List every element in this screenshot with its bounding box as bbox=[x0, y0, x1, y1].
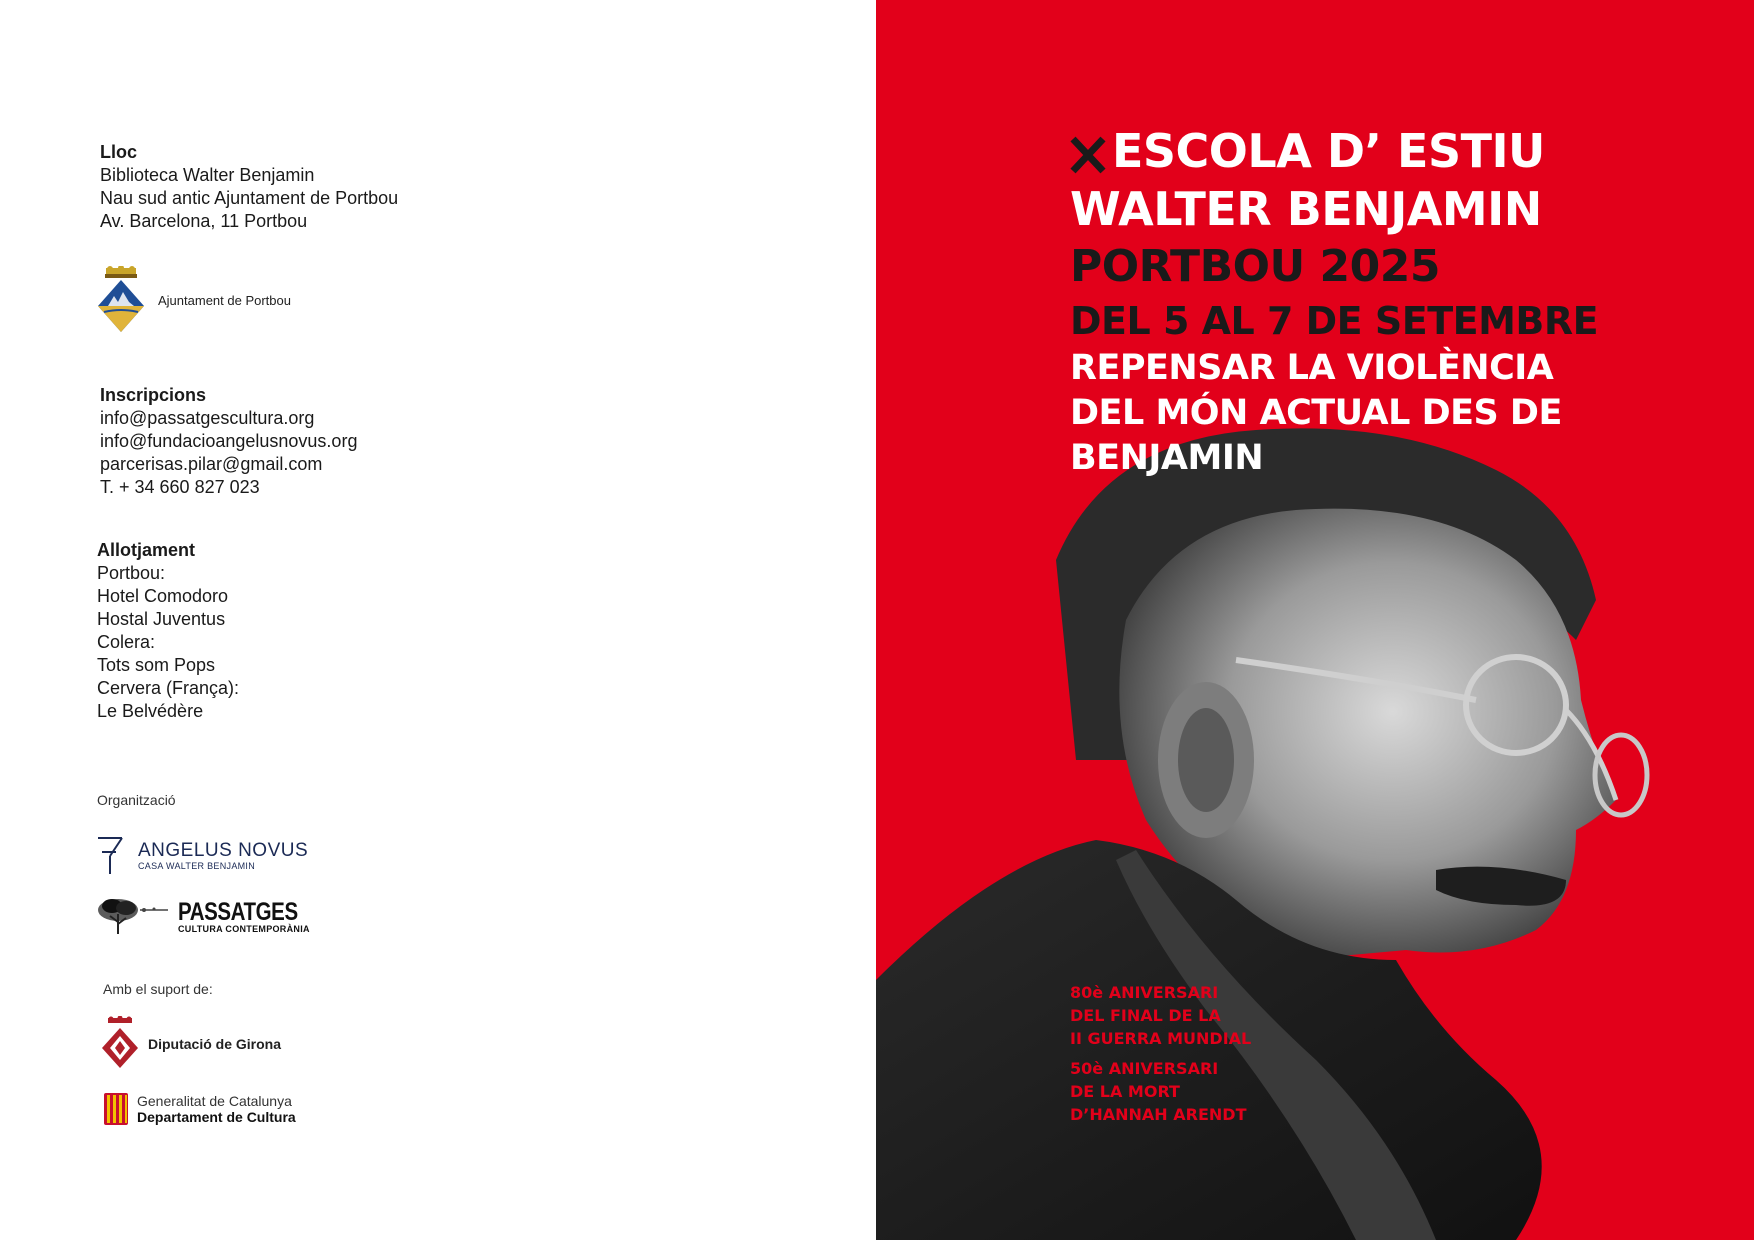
angelus-subtitle: CASA WALTER BENJAMIN bbox=[138, 861, 256, 871]
inscripcions-section bbox=[100, 384, 357, 499]
anniversary-line: DEL FINAL DE LA bbox=[1070, 1006, 1221, 1025]
anniversary-line: 80è ANIVERSARI bbox=[1070, 983, 1219, 1002]
lloc-heading: Lloc bbox=[100, 142, 138, 162]
lloc-line: Nau sud antic Ajuntament de Portbou bbox=[100, 188, 399, 208]
diputacio-logo bbox=[100, 1016, 281, 1072]
passatges-subtitle: CULTURA CONTEMPORÀNIA bbox=[178, 924, 310, 934]
subtitle-line-2: DEL MÓN ACTUAL DES DE bbox=[1070, 393, 1562, 433]
title-text-1: ESCOLA D’ ESTIU bbox=[1112, 124, 1545, 178]
lloc-line: Av. Barcelona, 11 Portbou bbox=[100, 211, 308, 231]
generalitat-line2: Departament de Cultura bbox=[137, 1108, 296, 1125]
dates-line: DEL 5 AL 7 DE SETEMBRE bbox=[1070, 299, 1599, 343]
portbou-crest-icon bbox=[96, 266, 146, 334]
subtitle-line-1: REPENSAR LA VIOLÈNCIA bbox=[1070, 348, 1554, 388]
email-link[interactable]: info@passatgescultura.org bbox=[100, 408, 315, 428]
left-panel bbox=[0, 0, 876, 1240]
inscripcions-heading: Inscripcions bbox=[100, 385, 207, 405]
phone-number: T. + 34 660 827 023 bbox=[100, 477, 260, 497]
angelus-novus-mark-icon bbox=[96, 836, 124, 876]
allotjament-heading: Allotjament bbox=[97, 540, 196, 560]
email-link[interactable]: parcerisas.pilar@gmail.com bbox=[100, 454, 323, 474]
senyera-icon bbox=[103, 1092, 129, 1126]
title-line-1 bbox=[1070, 122, 1598, 180]
anniversary-1 bbox=[1070, 981, 1251, 1050]
lloc-section bbox=[100, 141, 398, 233]
anniversary-2 bbox=[1070, 1057, 1246, 1126]
allotjament-line: Portbou: bbox=[97, 563, 166, 583]
title-line-3: PORTBOU 2025 bbox=[1070, 241, 1441, 292]
lloc-line: Biblioteca Walter Benjamin bbox=[100, 165, 315, 185]
right-panel bbox=[876, 0, 1754, 1240]
tree-icon bbox=[96, 896, 170, 938]
subtitle-line-3: BENJAMIN bbox=[1070, 438, 1264, 478]
generalitat-line1: Generalitat de Catalunya bbox=[137, 1092, 292, 1109]
diputacio-label: Diputació de Girona bbox=[148, 1036, 282, 1052]
passatges-logo bbox=[96, 896, 324, 938]
ajuntament-logo bbox=[96, 266, 291, 334]
allotjament-section bbox=[97, 539, 239, 723]
passatges-title: PASSATGES bbox=[178, 898, 298, 926]
angelus-title: ANGELUS NOVUS bbox=[138, 840, 309, 861]
anniversary-line: DE LA MORT bbox=[1070, 1082, 1180, 1101]
roman-numeral-x-icon bbox=[1070, 136, 1106, 174]
suport-label: Amb el suport de: bbox=[103, 981, 213, 997]
ajuntament-label: Ajuntament de Portbou bbox=[158, 292, 291, 308]
email-link[interactable]: info@fundacioangelusnovus.org bbox=[100, 431, 358, 451]
allotjament-line: Cervera (França): bbox=[97, 678, 240, 698]
title-line-2: WALTER BENJAMIN bbox=[1070, 182, 1542, 236]
allotjament-line: Hotel Comodoro bbox=[97, 586, 229, 606]
organitzacio-label: Organització bbox=[97, 792, 176, 808]
allotjament-line: Le Belvédère bbox=[97, 701, 204, 721]
anniversary-line: II GUERRA MUNDIAL bbox=[1070, 1029, 1252, 1048]
allotjament-line: Colera: bbox=[97, 632, 156, 652]
diputacio-crest-icon bbox=[100, 1016, 140, 1072]
anniversary-line: D’HANNAH ARENDT bbox=[1070, 1105, 1247, 1124]
title-block bbox=[1070, 122, 1598, 481]
allotjament-line: Tots som Pops bbox=[97, 655, 216, 675]
angelus-novus-logo bbox=[96, 836, 308, 876]
allotjament-line: Hostal Juventus bbox=[97, 609, 226, 629]
generalitat-logo bbox=[103, 1092, 296, 1126]
anniversary-line: 50è ANIVERSARI bbox=[1070, 1059, 1219, 1078]
